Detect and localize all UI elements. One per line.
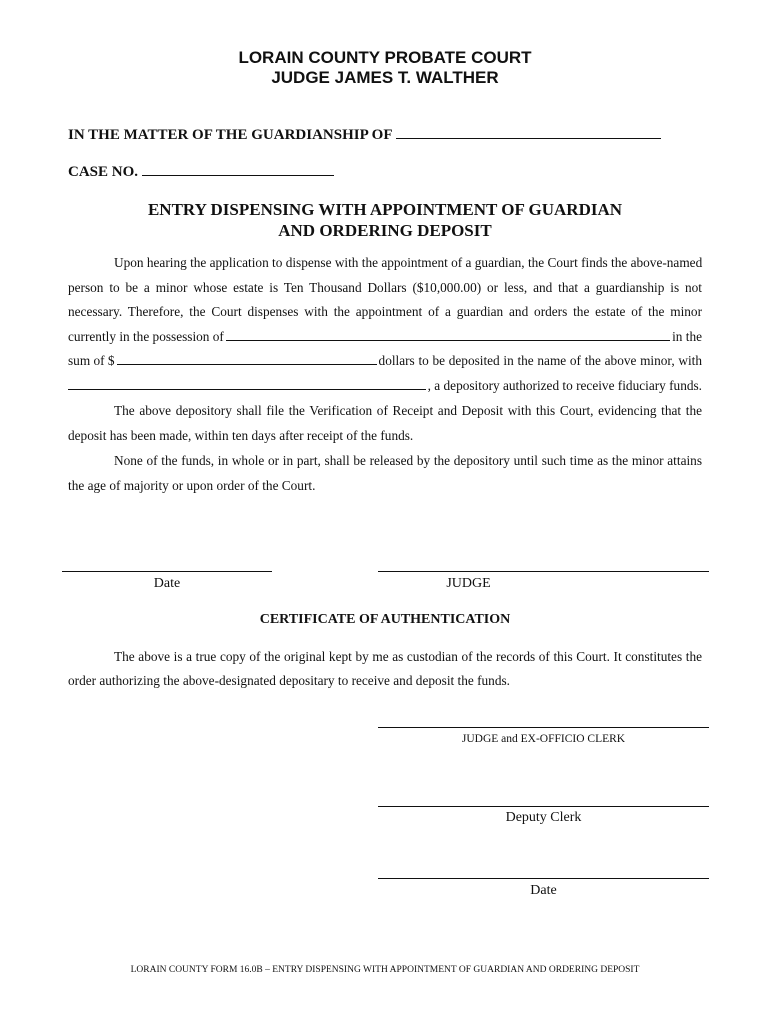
deputy-clerk-label: Deputy Clerk bbox=[505, 810, 582, 825]
body-p2-line2: deposit has been made, within ten days after receipt of the funds. bbox=[68, 428, 414, 443]
judge-signature-line[interactable] bbox=[378, 571, 709, 572]
guardianship-name-field[interactable] bbox=[396, 124, 661, 139]
clerk-signature-line[interactable] bbox=[378, 727, 709, 728]
judge-name: JUDGE JAMES T. WALTHER bbox=[271, 68, 499, 87]
certificate-line2: order authorizing the above-designated depositary to receive and deposit the funds. bbox=[68, 673, 510, 688]
body-p1-line6 bbox=[68, 378, 702, 394]
judge-label: JUDGE bbox=[446, 576, 491, 591]
court-name: LORAIN COUNTY PROBATE COURT bbox=[238, 48, 532, 67]
date-label: Date bbox=[153, 576, 181, 591]
deposit-label: dollars to be deposited in the name of the above minor, with bbox=[378, 353, 702, 368]
body-p1-line2: person to be a minor whose estate is Ten Thousand Dollars ($10,000.00) or less, and that a guardianship is not bbox=[68, 280, 702, 295]
body-p1-line5 bbox=[68, 353, 702, 369]
certificate-title: CERTIFICATE OF AUTHENTICATION bbox=[259, 612, 511, 627]
certificate-line1: The above is a true copy of the original kept by me as custodian of the records of this Court. It constitutes the bbox=[114, 649, 702, 664]
body-p1-line4 bbox=[68, 329, 702, 345]
possession-label: currently in the possession of bbox=[68, 329, 224, 344]
body-p3-line2: the age of majority or upon order of the Court. bbox=[68, 478, 316, 493]
body-p3-line1: None of the funds, in whole or in part, shall be released by the depository until such time as the minor attains bbox=[114, 453, 702, 468]
case-line bbox=[68, 161, 334, 181]
date-signature-line[interactable] bbox=[62, 571, 272, 572]
sum-field[interactable] bbox=[117, 353, 377, 365]
clerk-label: JUDGE and EX-OFFICIO CLERK bbox=[461, 733, 626, 745]
sum-label: sum of $ bbox=[68, 353, 115, 368]
depository-label: , a depository authorized to receive fiduciary funds. bbox=[427, 378, 702, 393]
body-p1-line3: necessary. Therefore, the Court dispenses with the appointment of a guardian and orders the estate of the minor bbox=[68, 304, 702, 319]
possession-field[interactable] bbox=[226, 329, 670, 341]
entry-title-line2: AND ORDERING DEPOSIT bbox=[278, 221, 492, 240]
deputy-signature-line[interactable] bbox=[378, 806, 709, 807]
case-number-field[interactable] bbox=[142, 161, 334, 176]
certificate-date-label: Date bbox=[530, 883, 557, 898]
case-label: CASE NO. bbox=[68, 164, 139, 180]
body-p2-line1: The above depository shall file the Verification of Receipt and Deposit with this Court, evidencing that the bbox=[114, 403, 702, 418]
body-p1-line1: Upon hearing the application to dispense with the appointment of a guardian, the Court finds the above-named bbox=[114, 255, 703, 270]
matter-line bbox=[68, 124, 661, 144]
form-footer: LORAIN COUNTY FORM 16.0B – ENTRY DISPENSING WITH APPOINTMENT OF GUARDIAN AND ORDERING DEPOSIT bbox=[130, 965, 640, 975]
entry-title-line1: ENTRY DISPENSING WITH APPOINTMENT OF GUARDIAN bbox=[147, 200, 623, 219]
certificate-date-line[interactable] bbox=[378, 878, 709, 879]
depository-field[interactable] bbox=[68, 378, 426, 390]
matter-label: IN THE MATTER OF THE GUARDIANSHIP OF bbox=[68, 127, 392, 143]
in-the-label: in the bbox=[672, 329, 702, 344]
